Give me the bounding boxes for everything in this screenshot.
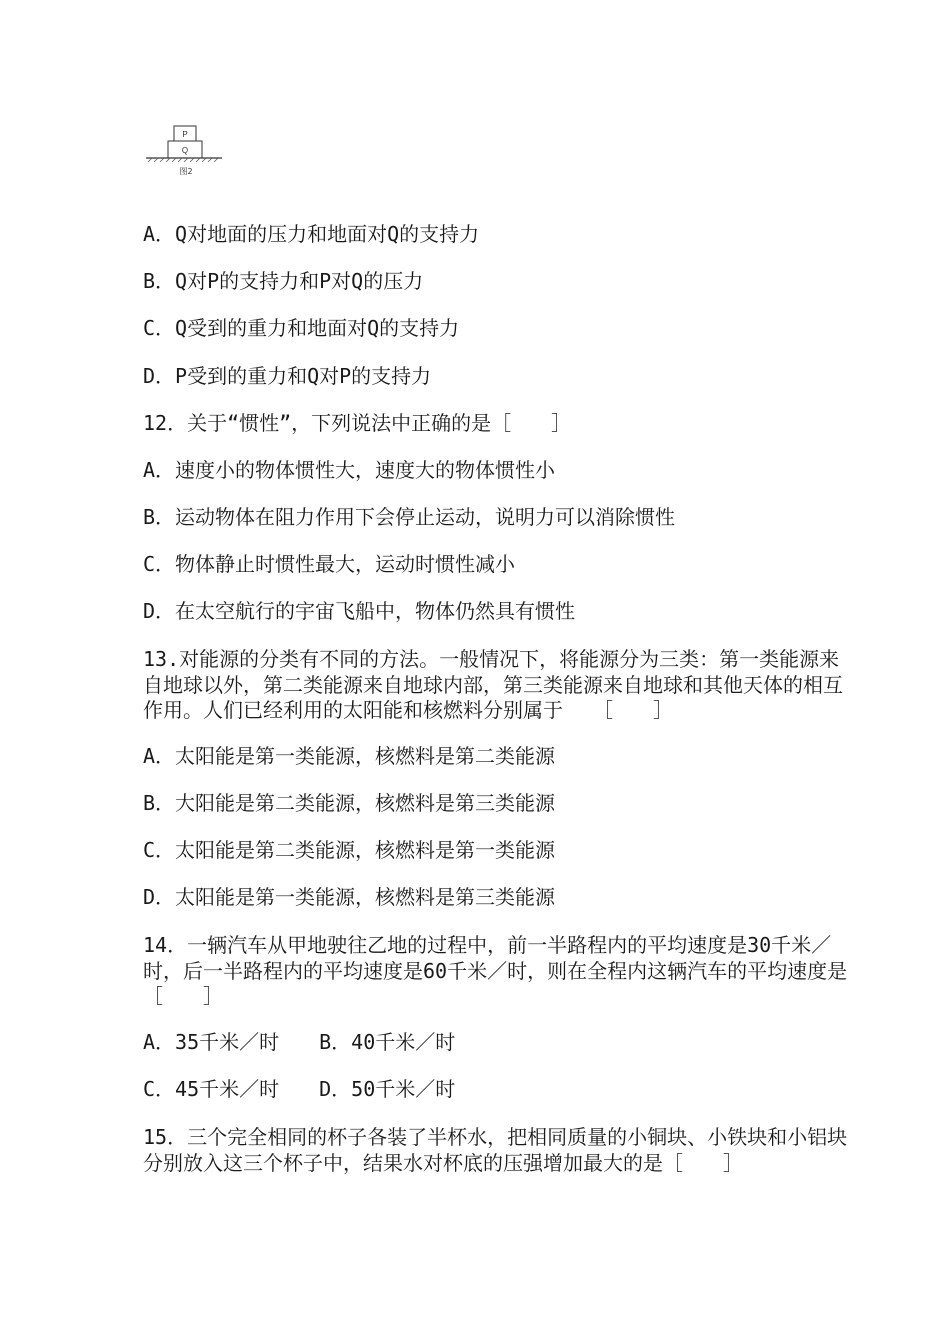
q12-option-b: B．运动物体在阻力作用下会停止运动，说明力可以消除惯性: [143, 505, 676, 529]
q11-option-b: B．Q对P的支持力和P对Q的压力: [143, 269, 424, 293]
q13-option-c: C．太阳能是第二类能源，核燃料是第一类能源: [143, 838, 556, 862]
ground-hatch: [148, 158, 218, 162]
q11-option-a: A．Q对地面的压力和地面对Q的支持力: [143, 222, 480, 246]
q12-option-a: A．速度小的物体惯性大，速度大的物体惯性小: [143, 458, 556, 482]
figure-caption: 图2: [179, 167, 193, 176]
q11-option-d: D．P受到的重力和Q对P的支持力: [143, 364, 432, 388]
block-diagram: [146, 124, 226, 180]
q14-stem: 14．一辆汽车从甲地驶往乙地的过程中，前一半路程内的平均速度是30千米／时，后一半路程内的平均速度是60千米／时，则在全程内这辆汽车的平均速度是 ［ ］: [143, 933, 888, 1008]
block-p-label: P: [182, 130, 188, 139]
q12-option-d: D．在太空航行的宇宙飞船中，物体仍然具有惯性: [143, 599, 576, 623]
q12-option-c: C．物体静止时惯性最大，运动时惯性减小: [143, 552, 516, 576]
q15-stem: 15．三个完全相同的杯子各装了半杯水，把相同质量的小铜块、小铁块和小铝块分别放入这三个杯子中，结果水对杯底的压强增加最大的是［ ］: [143, 1125, 848, 1175]
q13-option-a: A．太阳能是第一类能源，核燃料是第二类能源: [143, 744, 556, 768]
q13-option-b: B．大阳能是第二类能源，核燃料是第三类能源: [143, 791, 556, 815]
q11-option-c: C．Q受到的重力和地面对Q的支持力: [143, 316, 460, 340]
q14-options-row1: A．35千米／时 B．40千米／时: [143, 1030, 456, 1054]
q12-stem: 12．关于“惯性”，下列说法中正确的是［ ］: [143, 411, 572, 435]
q13-stem: 13.对能源的分类有不同的方法。一般情况下，将能源分为三类：第一类能源来自地球以外，第二类能源来自地球内部，第三类能源来自地球和其他天体的相互作用。人们已经利用的太阳能和核燃料分别属于 ［ ］: [143, 647, 843, 722]
q14-options-row2: C．45千米／时 D．50千米／时: [143, 1077, 456, 1101]
q13-option-d: D．太阳能是第一类能源，核燃料是第三类能源: [143, 885, 556, 909]
block-q-label: Q: [181, 146, 189, 155]
